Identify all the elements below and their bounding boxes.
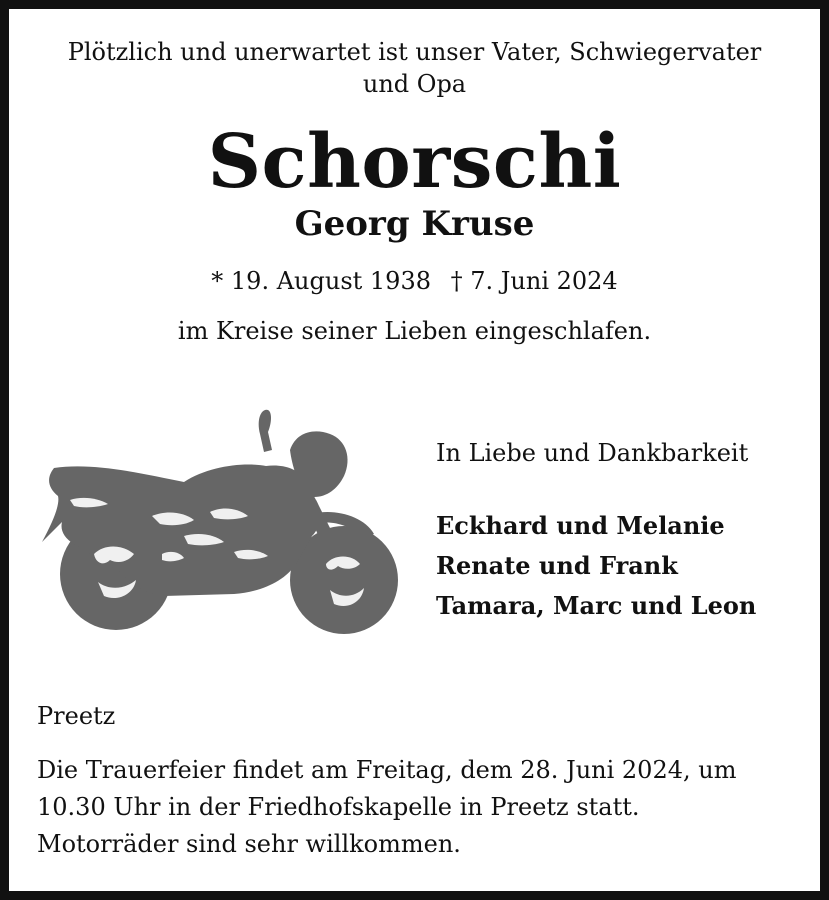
- service-line-2: 10.30 Uhr in der Friedhofskapelle in Preetz statt.: [37, 793, 640, 821]
- passed-text: im Kreise seiner Lieben eingeschlafen.: [177, 317, 652, 345]
- nickname-heading: Schorschi: [207, 119, 622, 205]
- death-date: † 7. Juni 2024: [450, 267, 618, 295]
- birth-date: * 19. August 1938: [211, 267, 431, 295]
- family-member: Tamara, Marc und Leon: [436, 591, 757, 620]
- service-line-1: Die Trauerfeier findet am Freitag, dem 28. Juni 2024, um: [37, 756, 737, 784]
- intro-line-1: Plötzlich und unerwartet ist unser Vater, Schwiegervater: [67, 38, 762, 66]
- motorcycle-image: [34, 404, 404, 640]
- place-name: Preetz: [37, 702, 116, 730]
- family-member: Renate und Frank: [436, 551, 678, 580]
- intro-text: [0, 36, 829, 100]
- full-name: Georg Kruse: [294, 204, 535, 244]
- family-list: [436, 506, 756, 626]
- life-dates: [0, 264, 829, 298]
- service-info: [37, 752, 777, 863]
- family-member: Eckhard und Melanie: [436, 511, 725, 540]
- service-line-3: Motorräder sind sehr willkommen.: [37, 830, 461, 858]
- thanks-line: In Liebe und Dankbarkeit: [436, 439, 749, 467]
- intro-line-2: und Opa: [362, 70, 467, 98]
